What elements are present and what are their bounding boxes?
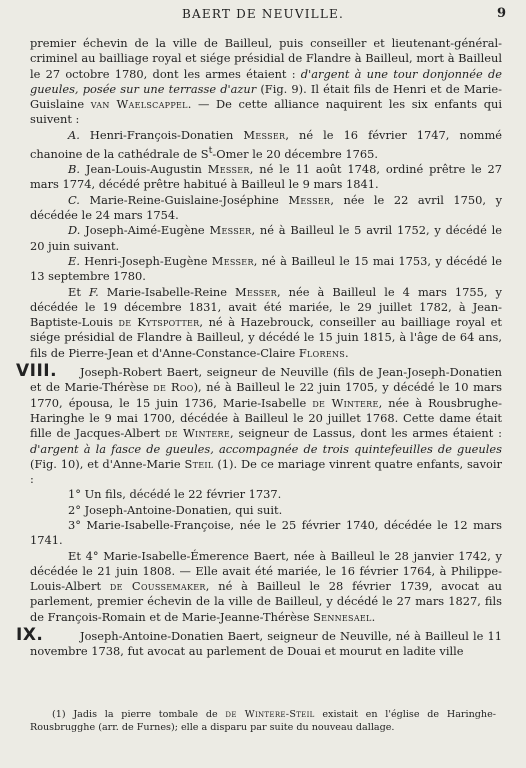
child-entry-d: D. Joseph-Aimé-Eugène Messer, né à Bailleul le 5 avril 1752, y décédé le 20 juin suivant. (30, 223, 503, 253)
list-item: 1° Un fils, décédé le 22 février 1737. (68, 487, 282, 502)
page-body (16, 36, 503, 660)
child-entry-e: E. Henri-Joseph-Eugène Messer, né à Bailleul le 15 mai 1753, y décédé le 13 septembre 1780. (30, 253, 503, 284)
intro-arms: d'argent à une tour donjonnée de gueules, posée sur une terrasse d'azur (30, 66, 502, 96)
running-title: BAERT DE NEUVILLE. (182, 7, 344, 21)
children-list-viii (30, 487, 502, 548)
page-header (0, 7, 526, 27)
section-number-viii: VIII. (16, 361, 58, 382)
intro-text-3: . — De cette alliance naquirent les six enfants qui suivent : (30, 97, 502, 127)
intro-text-2: (Fig. 9). Il était fils de Henri et de Marie-Guislaine (30, 81, 502, 112)
child-entry-4: Et 4° Marie-Isabelle-Émerence Baert, née à Bailleul le 28 janvier 1742, y décédée le 21 juin 1808. — Elle avait été mariée, le 16 février 1764, à Philippe-Louis-Albert de Coussemaker, né à Bailleul le 28 février 1739, avocat au parlement, premier échevin de la ville de Bailleul, y décédé le 27 mars 1827, fils de François-Romain et de Marie-Jeanne-Thérèse Sennesael. (30, 548, 503, 624)
intro-name: van Waelscappel (90, 97, 188, 112)
footnote: (1) Jadis la pierre tombale de de Wintere-Steil existait en l'église de Haringhe-Rousbrugghe (arr. de Furnes); elle a disparu par suite du nouveau dallage. (30, 709, 496, 733)
child-entry-f: Et F. Marie-Isabelle-Reine Messer, née à Bailleul le 4 mars 1755, y décédée le 19 décembre 1831, avait été mariée, le 29 juillet 1782, à Jean-Baptiste-Louis de Kytspotter, né à Hazebrouck, conseiller au bailliage royal et siége présidial de Flandre à Bailleul, y décédé le 15 juin 1815, à l'âge de 64 ans, fils de Pierre-Jean et d'Anne-Constance-Claire Florens. (30, 284, 502, 360)
section-ix: IX. Joseph-Antoine-Donatien Baert, seigneur de Neuville, né à Bailleul le 11 novembre 1738, fut avocat au parlement de Douai et mourut en ladite ville (16, 625, 502, 659)
page-number: 9 (496, 6, 506, 21)
child-entry-b: B. Jean-Louis-Augustin Messer, né le 11 août 1748, ordiné prêtre le 27 mars 1774, décédé prêtre habitué à Bailleul le 9 mars 1841. (30, 162, 502, 192)
intro-paragraph (30, 36, 502, 128)
child-entry-a: A. Henri-François-Donatien Messer, né le 16 février 1747, nommé chanoine de la cathédrale de $S^t$-Omer le 20 décembre 1765. (30, 127, 502, 161)
section-number-ix: IX. (16, 625, 44, 646)
intro-text-1: premier échevin de la ville de Bailleul, puis conseiller et lieutenant-général-criminel au bailliage royal et siége présidial de Flandre à Bailleul, mort à Bailleul le 27 octobre 1780, dont les armes étaient : (30, 36, 502, 81)
section-viii: VIII. Joseph-Robert Baert, seigneur de Neuville (fils de Jean-Joseph-Donatien et de Marie-Thérèse de Roo), né à Bailleul le 22 juin 1705, y décédé le 10 mars 1770, épousa, le 15 juin 1736, Marie-Isabelle de Wintere, née à Rousbrughe-Haringhe le 9 mai 1700, décédée à Bailleul le 20 juillet 1768. Cette dame était fille de Jacques-Albert de Wintere, seigneur de Lassus, dont les armes étaient : d'argent à la fasce de gueules, accompagnée de trois quintefeuilles de gueules (Fig. 10), et d'Anne-Marie Steil (1). De ce mariage vinrent quatre enfants, savoir : (16, 361, 502, 487)
child-entry-c: C. Marie-Reine-Guislaine-Joséphine Messer, née le 22 avril 1750, y décédée le 24 mars 1754. (30, 192, 503, 223)
list-item: 2° Joseph-Antoine-Donatien, qui suit. (68, 502, 283, 517)
list-item: 3° Marie-Isabelle-Françoise, née le 25 février 1740, décédée le 12 mars 1741. (30, 518, 502, 548)
